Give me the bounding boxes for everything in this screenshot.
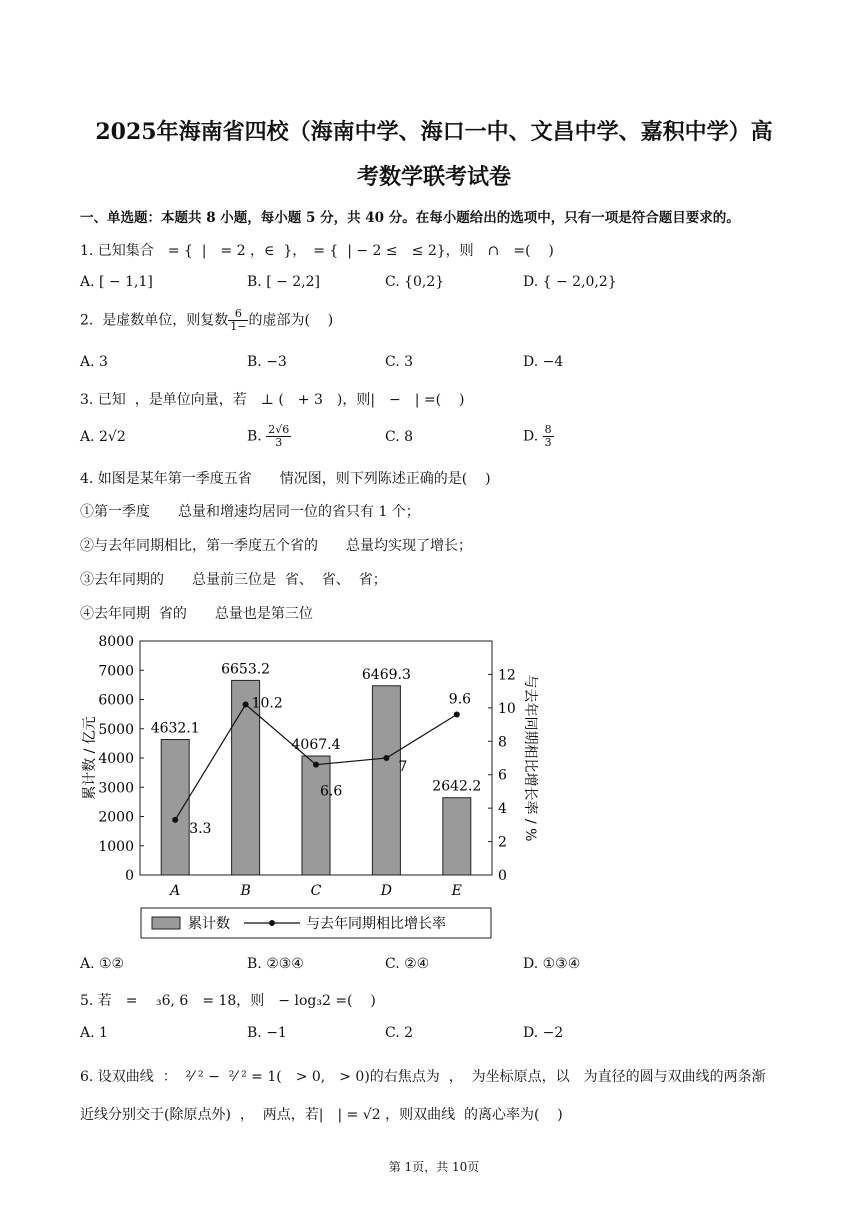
q2-stem	[80, 308, 333, 333]
x-tick-label: A	[170, 883, 181, 899]
q2-option-a: A. 3	[80, 354, 108, 370]
q6-stem-line2: 近线分别交于(除原点外) ， 两点，若| | = √2 ，则双曲线 的离心率为( )	[80, 1107, 563, 1123]
paper-title-line1: 2025年海南省四校（海南中学、海口一中、文昌中学、嘉积中学）高	[95, 119, 773, 145]
q1-option-d: D. { − 2,0,2}	[523, 274, 617, 290]
y-tick-label: 2000	[98, 809, 134, 826]
legend-line-label: 与去年同期相比增长率	[306, 916, 446, 932]
q4-option-d: D. ①③④	[523, 956, 581, 972]
q2-stem-post: 的虚部为( )	[248, 312, 334, 329]
growth-data-label: 9.6	[448, 691, 472, 708]
q2-frac-den: 1−	[230, 320, 247, 333]
q3-option-b	[247, 424, 291, 449]
q4-statement-2: ②与去年同期相比，第一季度五个省的 总量均实现了增长；	[80, 538, 472, 554]
y2-tick-label: 6	[498, 767, 507, 784]
y-tick-label: 7000	[98, 663, 134, 680]
bar	[302, 756, 330, 875]
growth-data-label: 7	[398, 759, 408, 775]
q3-option-b-letter: B.	[247, 428, 262, 445]
q4-statement-4: ④去年同期 省的 总量也是第三位	[80, 606, 313, 622]
legend-bar-label: 累计数	[188, 916, 230, 932]
legend-line-marker	[269, 920, 275, 926]
y-tick-label: 6000	[98, 692, 134, 709]
x-tick-label: D	[380, 883, 393, 899]
q6-stem-line1: 6. 设双曲线 ： ²⁄ ² − ²⁄ ² = 1( > 0, > 0)的右焦点为 ， 为坐标原点，以 为直径的圆与双曲线的两条渐	[80, 1069, 766, 1085]
y-tick-label: 4000	[98, 751, 134, 767]
y-axis-label: 累计数 / 亿元	[82, 716, 98, 800]
q4-stem: 4. 如图是某年第一季度五省 情况图，则下列陈述正确的是( )	[80, 471, 491, 487]
q1-option-c: C. {0,2}	[385, 274, 445, 290]
q5-option-c: C. 2	[385, 1025, 414, 1041]
q4-statement-1: ①第一季度 总量和增速均居同一位的省只有 1 个；	[80, 504, 420, 520]
growth-point	[383, 755, 389, 761]
bar-data-label: 4632.1	[150, 720, 200, 737]
growth-point	[313, 762, 319, 768]
growth-point	[243, 702, 249, 708]
q3-option-d	[523, 424, 554, 449]
q3-option-d-den: 3	[544, 436, 552, 449]
q3-option-b-num: 2√6	[268, 423, 290, 436]
y-tick-label: 5000	[98, 721, 134, 738]
q4-option-b: B. ②③④	[247, 956, 304, 972]
q3-option-d-letter: D.	[523, 428, 539, 445]
q3-option-d-num: 8	[544, 423, 552, 436]
growth-data-label: 6.6	[320, 783, 343, 800]
q4-option-a: A. ①②	[80, 956, 125, 972]
y2-tick-label: 4	[498, 801, 507, 818]
growth-point	[172, 817, 178, 823]
growth-data-label: 10.2	[251, 695, 283, 712]
y2-axis-label: 与去年同期相比增长率 / %	[522, 674, 538, 842]
y-tick-label: 3000	[98, 780, 134, 797]
legend-bar-swatch	[152, 917, 180, 929]
y2-tick-label: 8	[498, 734, 507, 751]
growth-data-label: 3.3	[189, 820, 212, 837]
bar-data-label: 6469.3	[361, 666, 411, 683]
bar-data-label: 6653.2	[221, 661, 271, 678]
x-tick-label: E	[451, 883, 462, 899]
q2-stem-pre: 2. 是虚数单位，则复数	[80, 312, 229, 329]
q1-option-a: A. [ − 1,1]	[80, 274, 153, 290]
q3-option-b-fraction	[266, 424, 291, 449]
q1-option-b: B. [ − 2,2]	[247, 274, 321, 290]
y2-tick-label: 0	[498, 868, 507, 884]
q5-stem: 5. 若 = ₃6, 6 = 18，则 − log₃2 =( )	[80, 993, 376, 1009]
bar-data-label: 2642.2	[432, 778, 482, 795]
bar	[161, 740, 189, 875]
bar	[443, 798, 471, 875]
y2-tick-label: 10	[498, 700, 516, 717]
y-tick-label: 0	[125, 868, 134, 884]
q4-option-c: C. ②④	[385, 956, 430, 972]
growth-point	[454, 712, 460, 718]
q3-option-d-fraction	[543, 424, 554, 449]
q5-option-b: B. −1	[247, 1025, 287, 1041]
q2-fraction	[228, 308, 248, 333]
x-tick-label: B	[240, 883, 251, 899]
paper-title-line2: 考数学联考试卷	[356, 164, 511, 190]
bar-data-label: 4067.4	[291, 737, 341, 754]
y2-tick-label: 12	[498, 667, 516, 684]
y2-tick-label: 2	[498, 834, 507, 851]
x-tick-label: C	[310, 883, 322, 899]
q2-option-c: C. 3	[385, 354, 414, 370]
q4-statement-3: ③去年同期的 总量前三位是 省、 省、 省；	[80, 572, 387, 588]
q3-option-a: A. 2√2	[80, 429, 126, 445]
q3-stem: 3. 已知 ，是单位向量，若 ⊥ ( + 3 )，则| − | =( )	[80, 392, 465, 408]
q2-option-b: B. −3	[247, 354, 287, 370]
q3-option-b-den: 3	[275, 436, 283, 449]
q1-stem: 1. 已知集合 = { | = 2 ，∈ }， = { | − 2 ≤ ≤ 2}，则 ∩ =( )	[80, 243, 554, 259]
section-heading: 一、单选题：本题共 8 小题，每小题 5 分，共 40 分。在每小题给出的选项中，只有一项是符合题目要求的。	[80, 210, 740, 226]
q3-option-c: C. 8	[385, 429, 414, 445]
y-tick-label: 8000	[98, 634, 134, 650]
q4-chart	[76, 628, 596, 948]
bar	[372, 686, 400, 875]
q5-option-a: A. 1	[80, 1025, 108, 1041]
q2-frac-num: 6	[228, 308, 248, 321]
q2-option-d: D. −4	[523, 354, 564, 370]
page-footer: 第 1页，共 10页	[388, 1160, 480, 1174]
y-tick-label: 1000	[98, 838, 134, 855]
q5-option-d: D. −2	[523, 1025, 564, 1041]
